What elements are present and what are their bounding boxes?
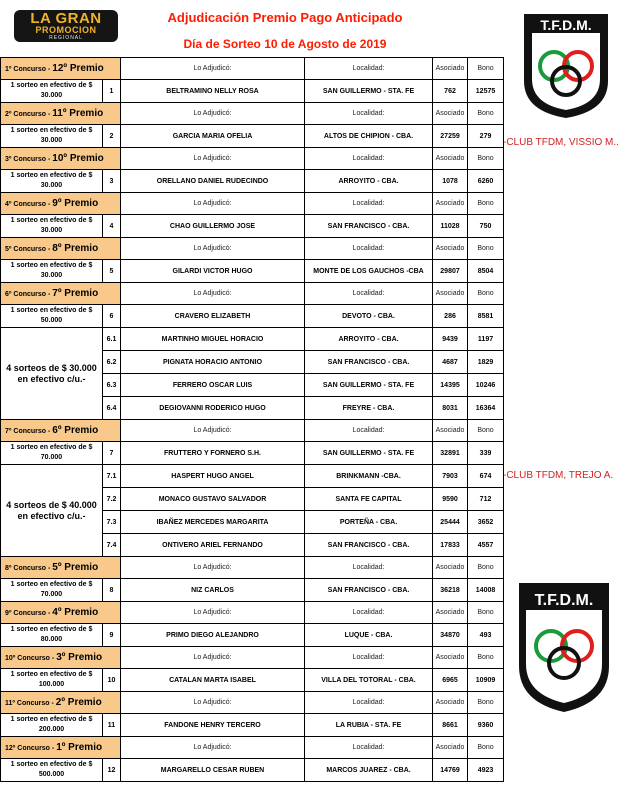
associate-number: 14395 [433, 374, 468, 397]
winner-row [1, 579, 504, 602]
awardee-header: Lo Adjudicó: [121, 692, 305, 714]
associate-header: Asociado [433, 420, 468, 442]
contest-label [1, 420, 121, 442]
premio-number: 9º Premio [52, 198, 99, 209]
awardee-locality: SAN GUILLERMO - STA. FE [305, 80, 433, 103]
premio-number: 5º Premio [52, 562, 99, 573]
associate-header: Asociado [433, 103, 468, 125]
contest-number: 12º Concurso - [5, 745, 57, 752]
draw-number: 11 [103, 714, 121, 737]
draw-number: 1 [103, 80, 121, 103]
page-subtitle: Día de Sorteo 10 de Agosto de 2019 [183, 37, 387, 51]
associate-number: 6965 [433, 669, 468, 692]
badge-text: T.F.D.M. [540, 17, 592, 33]
awardee-locality: BRINKMANN -CBA. [305, 465, 433, 488]
club-note-2: -CLUB TFDM, TREJO A. [503, 470, 614, 481]
prize-description: 1 sorteo en efectivo de $ 70.000 [1, 442, 103, 465]
prize-description: 4 sorteos de $ 40.000 en efectivo c/u.- [1, 465, 103, 557]
bond-header: Bono [468, 692, 504, 714]
winner-row [1, 714, 504, 737]
logo-line-3: REGIONAL [49, 35, 83, 41]
awardee-locality: SAN GUILLERMO - STA. FE [305, 374, 433, 397]
locality-header: Localidad: [305, 103, 433, 125]
awardee-locality: VILLA DEL TOTORAL - CBA. [305, 669, 433, 692]
associate-number: 8031 [433, 397, 468, 420]
winner-row [1, 759, 504, 782]
bond-number: 8504 [468, 260, 504, 283]
premio-number: 4º Premio [52, 607, 99, 618]
locality-header: Localidad: [305, 283, 433, 305]
premio-number: 12º Premio [52, 63, 104, 74]
bond-number: 1197 [468, 328, 504, 351]
associate-number: 32891 [433, 442, 468, 465]
contest-header-row [1, 692, 504, 714]
associate-header: Asociado [433, 58, 468, 80]
contest-header-row [1, 737, 504, 759]
associate-number: 11028 [433, 215, 468, 238]
locality-header: Localidad: [305, 193, 433, 215]
contest-number: 6º Concurso - [5, 291, 53, 298]
bond-number: 9360 [468, 714, 504, 737]
awardee-name: ORELLANO DANIEL RUDECINDO [121, 170, 305, 193]
draw-number: 8 [103, 579, 121, 602]
contest-label [1, 647, 121, 669]
winner-row [1, 80, 504, 103]
awardee-locality: SAN FRANCISCO - CBA. [305, 351, 433, 374]
associate-number: 1078 [433, 170, 468, 193]
awardee-locality: SAN FRANCISCO - CBA. [305, 579, 433, 602]
awardee-header: Lo Adjudicó: [121, 602, 305, 624]
bond-number: 279 [468, 125, 504, 148]
awardee-locality: MONTE DE LOS GAUCHOS -CBA [305, 260, 433, 283]
awardee-name: GILARDI VICTOR HUGO [121, 260, 305, 283]
awardee-header: Lo Adjudicó: [121, 103, 305, 125]
bond-header: Bono [468, 602, 504, 624]
bond-number: 14008 [468, 579, 504, 602]
contest-header-row [1, 103, 504, 125]
draw-number: 9 [103, 624, 121, 647]
awardee-name: NIZ CARLOS [121, 579, 305, 602]
draw-number: 7.2 [103, 488, 121, 511]
prize-description: 1 sorteo en efectivo de $ 200.000 [1, 714, 103, 737]
prize-description: 1 sorteo en efectivo de $ 100.000 [1, 669, 103, 692]
winner-row [1, 305, 504, 328]
draw-number: 2 [103, 125, 121, 148]
winner-row [1, 215, 504, 238]
associate-header: Asociado [433, 283, 468, 305]
contest-number: 8º Concurso - [5, 565, 53, 572]
prize-description: 1 sorteo en efectivo de $ 50.000 [1, 305, 103, 328]
winner-row [1, 442, 504, 465]
bond-number: 4923 [468, 759, 504, 782]
awardee-header: Lo Adjudicó: [121, 58, 305, 80]
bond-number: 12575 [468, 80, 504, 103]
winner-row [1, 465, 504, 488]
associate-header: Asociado [433, 602, 468, 624]
bond-header: Bono [468, 737, 504, 759]
premio-number: 6º Premio [52, 425, 99, 436]
contest-label [1, 557, 121, 579]
contest-header-row [1, 238, 504, 260]
associate-header: Asociado [433, 148, 468, 170]
draw-number: 6.1 [103, 328, 121, 351]
draw-number: 7.3 [103, 511, 121, 534]
awardee-name: ONTIVERO ARIEL FERNANDO [121, 534, 305, 557]
contest-header-row [1, 283, 504, 305]
logo-line-2: PROMOCION [35, 25, 97, 35]
contest-label [1, 238, 121, 260]
contest-number: 3º Concurso - [5, 156, 53, 163]
associate-number: 7903 [433, 465, 468, 488]
awardee-name: GARCIA MARIA OFELIA [121, 125, 305, 148]
bond-number: 4557 [468, 534, 504, 557]
awardee-header: Lo Adjudicó: [121, 737, 305, 759]
awards-table [0, 57, 504, 782]
tfdm-badge-bottom [516, 580, 612, 716]
contest-label [1, 193, 121, 215]
page-title: Adjudicación Premio Pago Anticipado [167, 10, 403, 25]
contest-header-row [1, 647, 504, 669]
associate-number: 36218 [433, 579, 468, 602]
associate-header: Asociado [433, 647, 468, 669]
winner-row [1, 624, 504, 647]
bond-header: Bono [468, 193, 504, 215]
locality-header: Localidad: [305, 737, 433, 759]
bond-header: Bono [468, 238, 504, 260]
bond-number: 339 [468, 442, 504, 465]
draw-number: 6.3 [103, 374, 121, 397]
awardee-name: CRAVERO ELIZABETH [121, 305, 305, 328]
prize-description: 1 sorteo en efectivo de $ 500.000 [1, 759, 103, 782]
premio-number: 1º Premio [56, 742, 103, 753]
bond-number: 3652 [468, 511, 504, 534]
awardee-header: Lo Adjudicó: [121, 420, 305, 442]
winner-row [1, 260, 504, 283]
bond-header: Bono [468, 283, 504, 305]
bond-number: 674 [468, 465, 504, 488]
associate-header: Asociado [433, 193, 468, 215]
locality-header: Localidad: [305, 238, 433, 260]
contest-header-row [1, 557, 504, 579]
premio-number: 2º Premio [55, 697, 102, 708]
prize-description: 1 sorteo en efectivo de $ 30.000 [1, 80, 103, 103]
contest-label [1, 602, 121, 624]
badge-text: T.F.D.M. [534, 592, 594, 609]
contest-header-row [1, 193, 504, 215]
awardee-locality: SANTA FE CAPITAL [305, 488, 433, 511]
awardee-locality: SAN FRANCISCO - CBA. [305, 534, 433, 557]
bond-header: Bono [468, 58, 504, 80]
associate-header: Asociado [433, 737, 468, 759]
bond-header: Bono [468, 103, 504, 125]
contest-label [1, 103, 121, 125]
bond-number: 10909 [468, 669, 504, 692]
draw-number: 6 [103, 305, 121, 328]
associate-header: Asociado [433, 238, 468, 260]
locality-header: Localidad: [305, 148, 433, 170]
awardee-locality: LA RUBIA - STA. FE [305, 714, 433, 737]
associate-number: 27259 [433, 125, 468, 148]
contest-header-row [1, 58, 504, 80]
awardee-header: Lo Adjudicó: [121, 238, 305, 260]
draw-number: 3 [103, 170, 121, 193]
contest-number: 4º Concurso - [5, 201, 53, 208]
bond-header: Bono [468, 420, 504, 442]
awardee-name: FERRERO OSCAR LUIS [121, 374, 305, 397]
draw-number: 7.1 [103, 465, 121, 488]
contest-number: 9º Concurso - [5, 610, 53, 617]
contest-number: 5º Concurso - [5, 246, 53, 253]
awardee-locality: ALTOS DE CHIPION - CBA. [305, 125, 433, 148]
draw-number: 12 [103, 759, 121, 782]
contest-header-row [1, 602, 504, 624]
winner-row [1, 328, 504, 351]
winner-row [1, 125, 504, 148]
premio-number: 7º Premio [52, 288, 99, 299]
locality-header: Localidad: [305, 692, 433, 714]
contest-label [1, 58, 121, 80]
associate-number: 762 [433, 80, 468, 103]
awardee-name: FANDONE HENRY TERCERO [121, 714, 305, 737]
contest-header-row [1, 148, 504, 170]
tfdm-badge-top [521, 11, 611, 121]
prize-description: 1 sorteo en efectivo de $ 30.000 [1, 260, 103, 283]
contest-number: 11º Concurso - [5, 700, 56, 707]
awardee-name: IBAÑEZ MERCEDES MARGARITA [121, 511, 305, 534]
associate-number: 25444 [433, 511, 468, 534]
associate-header: Asociado [433, 557, 468, 579]
contest-label [1, 737, 121, 759]
prize-description: 1 sorteo en efectivo de $ 70.000 [1, 579, 103, 602]
prize-description: 1 sorteo en efectivo de $ 30.000 [1, 170, 103, 193]
awardee-locality: SAN FRANCISCO - CBA. [305, 215, 433, 238]
winner-row [1, 669, 504, 692]
la-gran-promocion-logo [14, 10, 118, 42]
contest-number: 2º Concurso - [5, 111, 53, 118]
associate-number: 17833 [433, 534, 468, 557]
awardee-header: Lo Adjudicó: [121, 193, 305, 215]
winner-row [1, 170, 504, 193]
awardee-locality: LUQUE - CBA. [305, 624, 433, 647]
bond-header: Bono [468, 148, 504, 170]
premio-number: 11º Premio [52, 108, 104, 119]
awardee-name: MONACO GUSTAVO SALVADOR [121, 488, 305, 511]
awardee-locality: SAN GUILLERMO - STA. FE [305, 442, 433, 465]
draw-number: 7.4 [103, 534, 121, 557]
associate-number: 14769 [433, 759, 468, 782]
premio-number: 10º Premio [52, 153, 104, 164]
bond-number: 712 [468, 488, 504, 511]
premio-number: 8º Premio [52, 243, 99, 254]
associate-number: 8661 [433, 714, 468, 737]
locality-header: Localidad: [305, 557, 433, 579]
contest-number: 1º Concurso - [5, 66, 53, 73]
awardee-locality: MARCOS JUAREZ - CBA. [305, 759, 433, 782]
bond-number: 16364 [468, 397, 504, 420]
bond-number: 6260 [468, 170, 504, 193]
bond-number: 750 [468, 215, 504, 238]
associate-number: 29807 [433, 260, 468, 283]
draw-number: 6.4 [103, 397, 121, 420]
contest-header-row [1, 420, 504, 442]
awardee-name: DEGIOVANNI RODERICO HUGO [121, 397, 305, 420]
logo-line-1: LA GRAN [30, 10, 102, 27]
awardee-locality: ARROYITO - CBA. [305, 170, 433, 193]
locality-header: Localidad: [305, 58, 433, 80]
locality-header: Localidad: [305, 420, 433, 442]
contest-label [1, 692, 121, 714]
prize-description: 1 sorteo en efectivo de $ 80.000 [1, 624, 103, 647]
awardee-header: Lo Adjudicó: [121, 647, 305, 669]
draw-number: 7 [103, 442, 121, 465]
associate-number: 286 [433, 305, 468, 328]
associate-header: Asociado [433, 692, 468, 714]
prize-description: 4 sorteos de $ 30.000 en efectivo c/u.- [1, 328, 103, 420]
bond-number: 1829 [468, 351, 504, 374]
awardee-name: HASPERT HUGO ANGEL [121, 465, 305, 488]
bond-number: 10246 [468, 374, 504, 397]
premio-number: 3º Premio [56, 652, 103, 663]
bond-number: 8581 [468, 305, 504, 328]
awardee-name: CHAO GUILLERMO JOSE [121, 215, 305, 238]
awardee-name: MARGARELLO CESAR RUBEN [121, 759, 305, 782]
awardee-name: MARTINHO MIGUEL HORACIO [121, 328, 305, 351]
associate-number: 4687 [433, 351, 468, 374]
draw-number: 6.2 [103, 351, 121, 374]
locality-header: Localidad: [305, 647, 433, 669]
draw-number: 5 [103, 260, 121, 283]
awardee-name: BELTRAMINO NELLY ROSA [121, 80, 305, 103]
awardee-locality: FREYRE - CBA. [305, 397, 433, 420]
awardee-header: Lo Adjudicó: [121, 557, 305, 579]
locality-header: Localidad: [305, 602, 433, 624]
awardee-locality: ARROYITO - CBA. [305, 328, 433, 351]
contest-label [1, 283, 121, 305]
awardee-header: Lo Adjudicó: [121, 148, 305, 170]
draw-number: 10 [103, 669, 121, 692]
contest-number: 7º Concurso - [5, 428, 53, 435]
awardee-name: CATALAN MARTA ISABEL [121, 669, 305, 692]
contest-number: 10º Concurso - [5, 655, 57, 662]
prize-description: 1 sorteo en efectivo de $ 30.000 [1, 215, 103, 238]
bond-header: Bono [468, 647, 504, 669]
associate-number: 34870 [433, 624, 468, 647]
contest-label [1, 148, 121, 170]
bond-header: Bono [468, 557, 504, 579]
awardee-locality: PORTEÑA - CBA. [305, 511, 433, 534]
awardee-locality: DEVOTO - CBA. [305, 305, 433, 328]
associate-number: 9590 [433, 488, 468, 511]
associate-number: 9439 [433, 328, 468, 351]
prize-description: 1 sorteo en efectivo de $ 30.000 [1, 125, 103, 148]
awardee-name: PRIMO DIEGO ALEJANDRO [121, 624, 305, 647]
club-note-1: -CLUB TFDM, VISSIO M.. [503, 137, 619, 148]
bond-number: 493 [468, 624, 504, 647]
awardee-header: Lo Adjudicó: [121, 283, 305, 305]
awardee-name: PIGNATA HORACIO ANTONIO [121, 351, 305, 374]
awardee-name: FRUTTERO Y FORNERO S.H. [121, 442, 305, 465]
draw-number: 4 [103, 215, 121, 238]
